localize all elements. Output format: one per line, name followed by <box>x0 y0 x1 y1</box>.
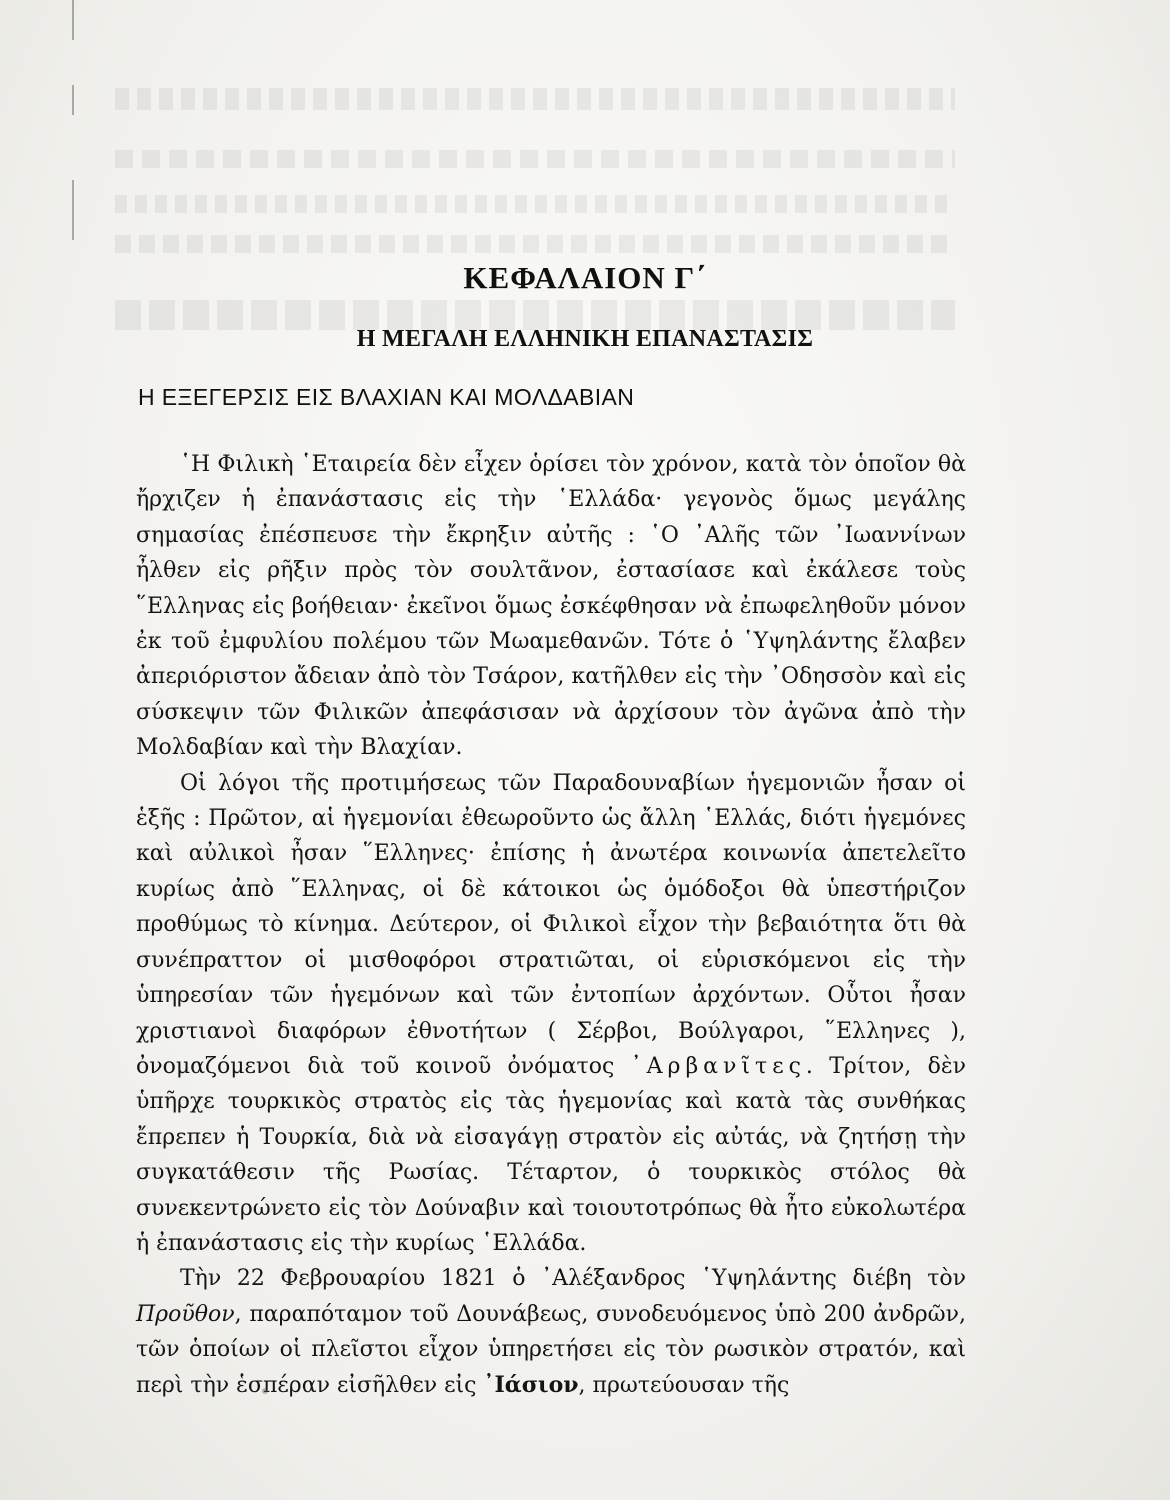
show-through-texture <box>115 235 955 253</box>
place-iasi: ᾿Ιάσιον <box>483 1371 579 1398</box>
section-heading: Η ΜΕΓΑΛΗ ΕΛΛΗΝΙΚΗ ΕΠΑΝΑΣΤΑΣΙΣ <box>356 326 814 352</box>
paragraph-3-text: Τὴν 22 Φεβρουαρίου 1821 ὁ ᾿Αλέξανδρος ῾Υψηλάντης διέβη τὸν <box>180 1266 966 1292</box>
place-prout: Προῦθον <box>136 1301 235 1327</box>
paragraph-3-text-middle: , παραπόταμον τοῦ Δουνάβεως, συνοδευόμενος ὑπὸ 200 ἀνδρῶν, τῶν ὁποίων οἱ πλεῖστοι εἶχον ὑπηρετήσει εἰς τὸν ρωσικὸν στρατόν, καὶ περὶ τὴν ἑσπέραν εἰσῆλθεν εἰς <box>136 1301 966 1398</box>
chapter-heading: ΚΕΦΑΛΑΙΟΝ Γ΄ <box>463 260 707 295</box>
binding-mark <box>72 0 74 40</box>
body-text <box>136 447 966 1403</box>
paragraph-3 <box>136 1261 966 1403</box>
scan-speck <box>262 1388 268 1394</box>
paragraph-1: ῾Η Φιλικὴ ῾Εταιρεία δὲν εἶχεν ὁρίσει τὸν χρόνον, κατὰ τὸν ὁποῖον θὰ ἤρχιζεν ἡ ἐπανάστασις εἰς τὴν ῾Ελλάδα· γεγονὸς ὅμως μεγάλης σημασίας ἐπέσπευσε τὴν ἔκρηξιν αὐτῆς : ῾Ο ᾿Αλῆς τῶν ᾿Ιωαννίνων ἦλθεν εἰς ρῆξιν πρὸς τὸν σουλτᾶνον, ἐστασίασε καὶ ἐκάλεσε τοὺς ῞Ελληνας εἰς βοήθειαν· ἐκεῖνοι ὅμως ἐσκέφθησαν νὰ ἐπωφεληθοῦν μόνον ἐκ τοῦ ἐμφυλίου πολέμου τῶν Μωαμεθανῶν. Τότε ὁ ῾Υψηλάντης ἔλαβεν ἀπεριόριστον ἄδειαν ἀπὸ τὸν Τσάρον, κατῆλθεν εἰς τὴν ᾿Οδησσὸν καὶ εἰς σύσκεψιν τῶν Φιλικῶν ἀπεφάσισαν νὰ ἀρχίσουν τὸν ἀγῶνα ἀπὸ τὴν Μολδαβίαν καὶ τὴν Βλαχίαν. <box>136 452 966 761</box>
binding-mark <box>72 85 74 115</box>
paragraph-2 <box>136 766 966 1262</box>
show-through-texture <box>115 195 955 213</box>
binding-mark <box>72 180 74 240</box>
paragraph-3-text-end: , πρωτεύουσαν τῆς <box>578 1372 790 1398</box>
show-through-texture <box>115 150 955 168</box>
term-arvanites: ᾿Αρβανῖτες <box>630 1053 806 1079</box>
paragraph-2-text: Οἱ λόγοι τῆς προτιμήσεως τῶν Παραδουναβίων ἡγεμονιῶν ἦσαν οἱ ἑξῆς : Πρῶτον, αἱ ἡγεμονίαι ἐθεωροῦντο ὡς ἄλλη ῾Ελλάς, διότι ἡγεμόνες καὶ αὐλικοὶ ἦσαν ῞Ελληνες· ἐπίσης ἡ ἀνωτέρα κοινωνία ἀπετελεῖτο κυρίως ἀπὸ ῞Ελληνας, οἱ δὲ κάτοικοι ὡς ὁμόδοξοι θὰ ὑπεστήριζον προθύμως τὸ κίνημα. Δεύτερον, οἱ Φιλικοὶ εἶχον τὴν βεβαιότητα ὅτι θὰ συνέπραττον οἱ μισθοφόροι στρατιῶται, οἱ εὑρισκόμενοι εἰς τὴν ὑπηρεσίαν τῶν ἡγεμόνων καὶ τῶν ἐντοπίων ἀρχόντων. Οὗτοι ἦσαν χριστιανοὶ διαφόρων ἐθνοτήτων ( Σέρβοι, Βούλγαροι, ῞Ελληνες ), ὀνομαζόμενοι διὰ τοῦ κοινοῦ ὀνόματος <box>136 770 966 1079</box>
show-through-texture <box>115 88 955 110</box>
sub-heading: Η ΕΞΕΓΕΡΣΙΣ ΕΙΣ ΒΛΑΧΙΑΝ ΚΑΙ ΜΟΛΔΑΒΙΑΝ <box>138 384 635 410</box>
paragraph-2-text-continued: . Τρίτον, δὲν ὑπῆρχε τουρκικὸς στρατὸς εἰς τὰς ἡγεμονίας καὶ κατὰ τὰς συνθήκας ἔπρεπεν ἡ Τουρκία, διὰ νὰ εἰσαγάγῃ στρατὸν εἰς αὐτάς, νὰ ζητήσῃ τὴν συγκατάθεσιν τῆς Ρωσίας. Τέταρτον, ὁ τουρκικὸς στόλος θὰ συνεκεντρώνετο εἰς τὸν Δούναβιν καὶ τοιουτοτρόπως θὰ ἦτο εὐκολωτέρα ἡ ἐπανάστασις εἰς τὴν κυρίως ῾Ελλάδα. <box>136 1053 966 1256</box>
